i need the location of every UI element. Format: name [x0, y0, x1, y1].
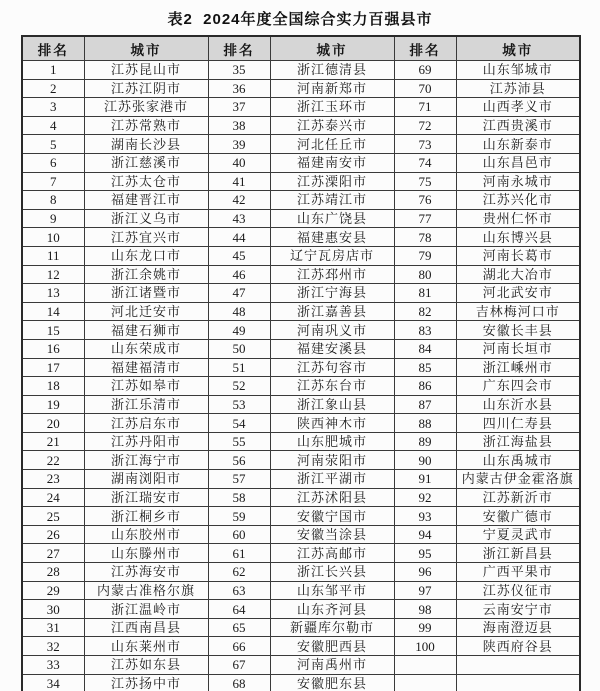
city-cell: 河南荥阳市 — [270, 451, 394, 470]
rank-cell: 80 — [394, 265, 456, 284]
rank-cell: 12 — [22, 265, 84, 284]
city-cell: 吉林梅河口市 — [456, 302, 580, 321]
rank-cell: 78 — [394, 228, 456, 247]
city-cell: 江苏句容市 — [270, 358, 394, 377]
rank-cell: 65 — [208, 618, 270, 637]
city-cell: 浙江嘉善县 — [270, 302, 394, 321]
city-cell: 安徽宁国市 — [270, 507, 394, 526]
city-cell: 山东邹平市 — [270, 581, 394, 600]
rank-cell: 11 — [22, 246, 84, 265]
city-cell: 江苏启东市 — [84, 414, 208, 433]
city-cell: 河南长垣市 — [456, 339, 580, 358]
rank-cell: 66 — [208, 637, 270, 656]
city-cell: 浙江海宁市 — [84, 451, 208, 470]
table-row — [22, 302, 580, 321]
rank-column-header: 排名 — [22, 36, 84, 61]
city-cell: 江苏丹阳市 — [84, 432, 208, 451]
city-cell — [456, 656, 580, 675]
city-cell: 浙江长兴县 — [270, 563, 394, 582]
city-column-header: 城市 — [456, 36, 580, 61]
city-cell: 浙江德清县 — [270, 61, 394, 80]
rank-cell: 100 — [394, 637, 456, 656]
city-cell: 辽宁瓦房店市 — [270, 246, 394, 265]
rank-cell — [394, 674, 456, 691]
city-cell: 山东邹城市 — [456, 61, 580, 80]
city-cell: 新疆库尔勒市 — [270, 618, 394, 637]
rank-cell: 99 — [394, 618, 456, 637]
city-cell: 福建安溪县 — [270, 339, 394, 358]
rank-cell: 54 — [208, 414, 270, 433]
table-header — [22, 36, 580, 61]
city-cell: 江苏靖江市 — [270, 191, 394, 210]
rank-cell: 23 — [22, 470, 84, 489]
city-cell: 河南禹州市 — [270, 656, 394, 675]
rank-cell: 14 — [22, 302, 84, 321]
rank-cell: 6 — [22, 153, 84, 172]
rank-cell: 34 — [22, 674, 84, 691]
city-cell: 江苏高邮市 — [270, 544, 394, 563]
rank-cell: 49 — [208, 321, 270, 340]
city-cell: 江西南昌县 — [84, 618, 208, 637]
city-cell: 江苏太仓市 — [84, 172, 208, 191]
top100-county-table — [21, 35, 581, 691]
rank-cell: 95 — [394, 544, 456, 563]
city-cell: 广东四会市 — [456, 377, 580, 396]
table-row — [22, 246, 580, 265]
rank-cell: 73 — [394, 135, 456, 154]
rank-cell: 21 — [22, 432, 84, 451]
city-cell: 安徽长丰县 — [456, 321, 580, 340]
rank-column-header: 排名 — [208, 36, 270, 61]
city-cell: 安徽肥西县 — [270, 637, 394, 656]
rank-cell: 31 — [22, 618, 84, 637]
table-row — [22, 618, 580, 637]
table-row — [22, 600, 580, 619]
header-row — [22, 36, 580, 61]
city-cell: 江苏宜兴市 — [84, 228, 208, 247]
city-cell: 江苏江阴市 — [84, 79, 208, 98]
city-cell: 山西孝义市 — [456, 98, 580, 117]
city-cell: 浙江宁海县 — [270, 284, 394, 303]
rank-cell: 64 — [208, 600, 270, 619]
table-row — [22, 507, 580, 526]
city-cell: 江苏仪征市 — [456, 581, 580, 600]
rank-cell: 30 — [22, 600, 84, 619]
city-cell: 内蒙古伊金霍洛旗 — [456, 470, 580, 489]
rank-cell: 63 — [208, 581, 270, 600]
city-cell: 江苏如皋市 — [84, 377, 208, 396]
rank-cell: 93 — [394, 507, 456, 526]
city-cell: 山东广饶县 — [270, 209, 394, 228]
rank-cell: 19 — [22, 395, 84, 414]
city-cell: 浙江嵊州市 — [456, 358, 580, 377]
rank-cell: 75 — [394, 172, 456, 191]
city-cell: 山东新泰市 — [456, 135, 580, 154]
rank-cell: 72 — [394, 116, 456, 135]
city-cell: 陕西府谷县 — [456, 637, 580, 656]
rank-cell: 70 — [394, 79, 456, 98]
rank-cell: 9 — [22, 209, 84, 228]
city-cell: 山东滕州市 — [84, 544, 208, 563]
city-cell: 山东博兴县 — [456, 228, 580, 247]
city-cell: 浙江平湖市 — [270, 470, 394, 489]
rank-cell: 13 — [22, 284, 84, 303]
rank-cell: 62 — [208, 563, 270, 582]
rank-cell: 24 — [22, 488, 84, 507]
city-cell: 山东齐河县 — [270, 600, 394, 619]
table-row — [22, 61, 580, 80]
rank-cell: 10 — [22, 228, 84, 247]
table-row — [22, 414, 580, 433]
rank-cell: 58 — [208, 488, 270, 507]
city-cell: 陕西神木市 — [270, 414, 394, 433]
city-cell: 福建石狮市 — [84, 321, 208, 340]
rank-cell: 69 — [394, 61, 456, 80]
rank-cell: 94 — [394, 525, 456, 544]
table-row — [22, 656, 580, 675]
city-cell: 河北迁安市 — [84, 302, 208, 321]
rank-cell: 61 — [208, 544, 270, 563]
table-row — [22, 451, 580, 470]
city-cell: 浙江慈溪市 — [84, 153, 208, 172]
table-row — [22, 228, 580, 247]
city-cell: 福建福清市 — [84, 358, 208, 377]
rank-cell: 40 — [208, 153, 270, 172]
rank-cell: 51 — [208, 358, 270, 377]
rank-cell: 48 — [208, 302, 270, 321]
rank-cell: 17 — [22, 358, 84, 377]
rank-cell: 86 — [394, 377, 456, 396]
city-cell: 河南永城市 — [456, 172, 580, 191]
rank-cell: 37 — [208, 98, 270, 117]
city-cell: 江苏昆山市 — [84, 61, 208, 80]
city-cell: 海南澄迈县 — [456, 618, 580, 637]
rank-cell: 32 — [22, 637, 84, 656]
city-cell: 福建南安市 — [270, 153, 394, 172]
city-cell — [456, 674, 580, 691]
rank-cell: 88 — [394, 414, 456, 433]
table-row — [22, 563, 580, 582]
rank-cell: 68 — [208, 674, 270, 691]
rank-cell: 79 — [394, 246, 456, 265]
city-cell: 江苏溧阳市 — [270, 172, 394, 191]
rank-cell: 60 — [208, 525, 270, 544]
table-row — [22, 470, 580, 489]
city-cell: 江苏海安市 — [84, 563, 208, 582]
rank-cell: 98 — [394, 600, 456, 619]
table-row — [22, 544, 580, 563]
city-cell: 安徽肥东县 — [270, 674, 394, 691]
rank-cell: 56 — [208, 451, 270, 470]
rank-cell: 92 — [394, 488, 456, 507]
rank-cell: 1 — [22, 61, 84, 80]
rank-cell: 96 — [394, 563, 456, 582]
city-cell: 宁夏灵武市 — [456, 525, 580, 544]
rank-cell: 26 — [22, 525, 84, 544]
rank-cell: 47 — [208, 284, 270, 303]
rank-cell: 27 — [22, 544, 84, 563]
rank-cell: 15 — [22, 321, 84, 340]
rank-cell: 85 — [394, 358, 456, 377]
city-cell: 云南安宁市 — [456, 600, 580, 619]
city-cell: 江苏张家港市 — [84, 98, 208, 117]
city-cell: 湖北大冶市 — [456, 265, 580, 284]
rank-cell: 87 — [394, 395, 456, 414]
city-cell: 福建晋江市 — [84, 191, 208, 210]
rank-cell: 52 — [208, 377, 270, 396]
city-cell: 浙江乐清市 — [84, 395, 208, 414]
city-cell: 浙江温岭市 — [84, 600, 208, 619]
rank-cell: 50 — [208, 339, 270, 358]
city-cell: 浙江义乌市 — [84, 209, 208, 228]
city-cell: 四川仁寿县 — [456, 414, 580, 433]
table-row — [22, 339, 580, 358]
rank-cell: 16 — [22, 339, 84, 358]
table-row — [22, 172, 580, 191]
rank-cell: 46 — [208, 265, 270, 284]
city-cell: 浙江象山县 — [270, 395, 394, 414]
rank-cell — [394, 656, 456, 675]
city-cell: 安徽当涂县 — [270, 525, 394, 544]
table-row — [22, 432, 580, 451]
city-cell: 山东龙口市 — [84, 246, 208, 265]
table-row — [22, 265, 580, 284]
table-row — [22, 358, 580, 377]
city-cell: 河南长葛市 — [456, 246, 580, 265]
rank-cell: 82 — [394, 302, 456, 321]
city-cell: 江苏邳州市 — [270, 265, 394, 284]
table-row — [22, 79, 580, 98]
table-row — [22, 581, 580, 600]
rank-column-header: 排名 — [394, 36, 456, 61]
city-cell: 山东沂水县 — [456, 395, 580, 414]
rank-cell: 3 — [22, 98, 84, 117]
city-cell: 江苏如东县 — [84, 656, 208, 675]
rank-cell: 81 — [394, 284, 456, 303]
rank-cell: 84 — [394, 339, 456, 358]
rank-cell: 2 — [22, 79, 84, 98]
city-cell: 山东禹城市 — [456, 451, 580, 470]
city-cell: 浙江瑞安市 — [84, 488, 208, 507]
city-cell: 江苏兴化市 — [456, 191, 580, 210]
rank-cell: 43 — [208, 209, 270, 228]
rank-cell: 67 — [208, 656, 270, 675]
city-cell: 河北任丘市 — [270, 135, 394, 154]
rank-cell: 77 — [394, 209, 456, 228]
city-cell: 浙江余姚市 — [84, 265, 208, 284]
rank-cell: 33 — [22, 656, 84, 675]
rank-cell: 83 — [394, 321, 456, 340]
table-row — [22, 135, 580, 154]
table-row — [22, 377, 580, 396]
city-cell: 福建惠安县 — [270, 228, 394, 247]
rank-cell: 53 — [208, 395, 270, 414]
rank-cell: 8 — [22, 191, 84, 210]
table-row — [22, 321, 580, 340]
city-cell: 山东莱州市 — [84, 637, 208, 656]
rank-cell: 90 — [394, 451, 456, 470]
rank-cell: 18 — [22, 377, 84, 396]
city-column-header: 城市 — [84, 36, 208, 61]
rank-cell: 55 — [208, 432, 270, 451]
rank-cell: 25 — [22, 507, 84, 526]
table-row — [22, 395, 580, 414]
city-cell: 山东胶州市 — [84, 525, 208, 544]
table-row — [22, 191, 580, 210]
table-title: 表2 2024年度全国综合实力百强县市 — [167, 11, 433, 28]
city-cell: 山东荣成市 — [84, 339, 208, 358]
rank-cell: 28 — [22, 563, 84, 582]
table-row — [22, 525, 580, 544]
city-cell: 湖南长沙县 — [84, 135, 208, 154]
table-row — [22, 98, 580, 117]
city-cell: 浙江海盐县 — [456, 432, 580, 451]
rank-cell: 71 — [394, 98, 456, 117]
city-cell: 江苏泰兴市 — [270, 116, 394, 135]
city-cell: 湖南浏阳市 — [84, 470, 208, 489]
city-cell: 江苏沛县 — [456, 79, 580, 98]
city-cell: 江苏东台市 — [270, 377, 394, 396]
table-row — [22, 488, 580, 507]
city-cell: 浙江桐乡市 — [84, 507, 208, 526]
rank-cell: 38 — [208, 116, 270, 135]
table-row — [22, 284, 580, 303]
table-row — [22, 637, 580, 656]
rank-cell: 5 — [22, 135, 84, 154]
city-cell: 贵州仁怀市 — [456, 209, 580, 228]
city-cell: 江苏沭阳县 — [270, 488, 394, 507]
table-row — [22, 209, 580, 228]
rank-cell: 59 — [208, 507, 270, 526]
rank-cell: 7 — [22, 172, 84, 191]
city-cell: 江苏扬中市 — [84, 674, 208, 691]
rank-cell: 42 — [208, 191, 270, 210]
rank-cell: 89 — [394, 432, 456, 451]
rank-cell: 91 — [394, 470, 456, 489]
city-cell: 江苏新沂市 — [456, 488, 580, 507]
rank-cell: 35 — [208, 61, 270, 80]
table-row — [22, 674, 580, 691]
city-cell: 河南巩义市 — [270, 321, 394, 340]
table-row — [22, 153, 580, 172]
city-cell: 河南新郑市 — [270, 79, 394, 98]
rank-cell: 39 — [208, 135, 270, 154]
city-cell: 河北武安市 — [456, 284, 580, 303]
rank-cell: 45 — [208, 246, 270, 265]
rank-cell: 36 — [208, 79, 270, 98]
city-column-header: 城市 — [270, 36, 394, 61]
table-row — [22, 116, 580, 135]
rank-cell: 29 — [22, 581, 84, 600]
city-cell: 山东肥城市 — [270, 432, 394, 451]
city-cell: 安徽广德市 — [456, 507, 580, 526]
rank-cell: 44 — [208, 228, 270, 247]
rank-cell: 97 — [394, 581, 456, 600]
city-cell: 江西贵溪市 — [456, 116, 580, 135]
city-cell: 浙江诸暨市 — [84, 284, 208, 303]
city-cell: 内蒙古准格尔旗 — [84, 581, 208, 600]
table-body — [22, 61, 580, 691]
city-cell: 浙江玉环市 — [270, 98, 394, 117]
rank-cell: 41 — [208, 172, 270, 191]
rank-cell: 4 — [22, 116, 84, 135]
city-cell: 山东昌邑市 — [456, 153, 580, 172]
city-cell: 江苏常熟市 — [84, 116, 208, 135]
rank-cell: 76 — [394, 191, 456, 210]
rank-cell: 74 — [394, 153, 456, 172]
city-cell: 广西平果市 — [456, 563, 580, 582]
city-cell: 浙江新昌县 — [456, 544, 580, 563]
rank-cell: 57 — [208, 470, 270, 489]
rank-cell: 20 — [22, 414, 84, 433]
rank-cell: 22 — [22, 451, 84, 470]
